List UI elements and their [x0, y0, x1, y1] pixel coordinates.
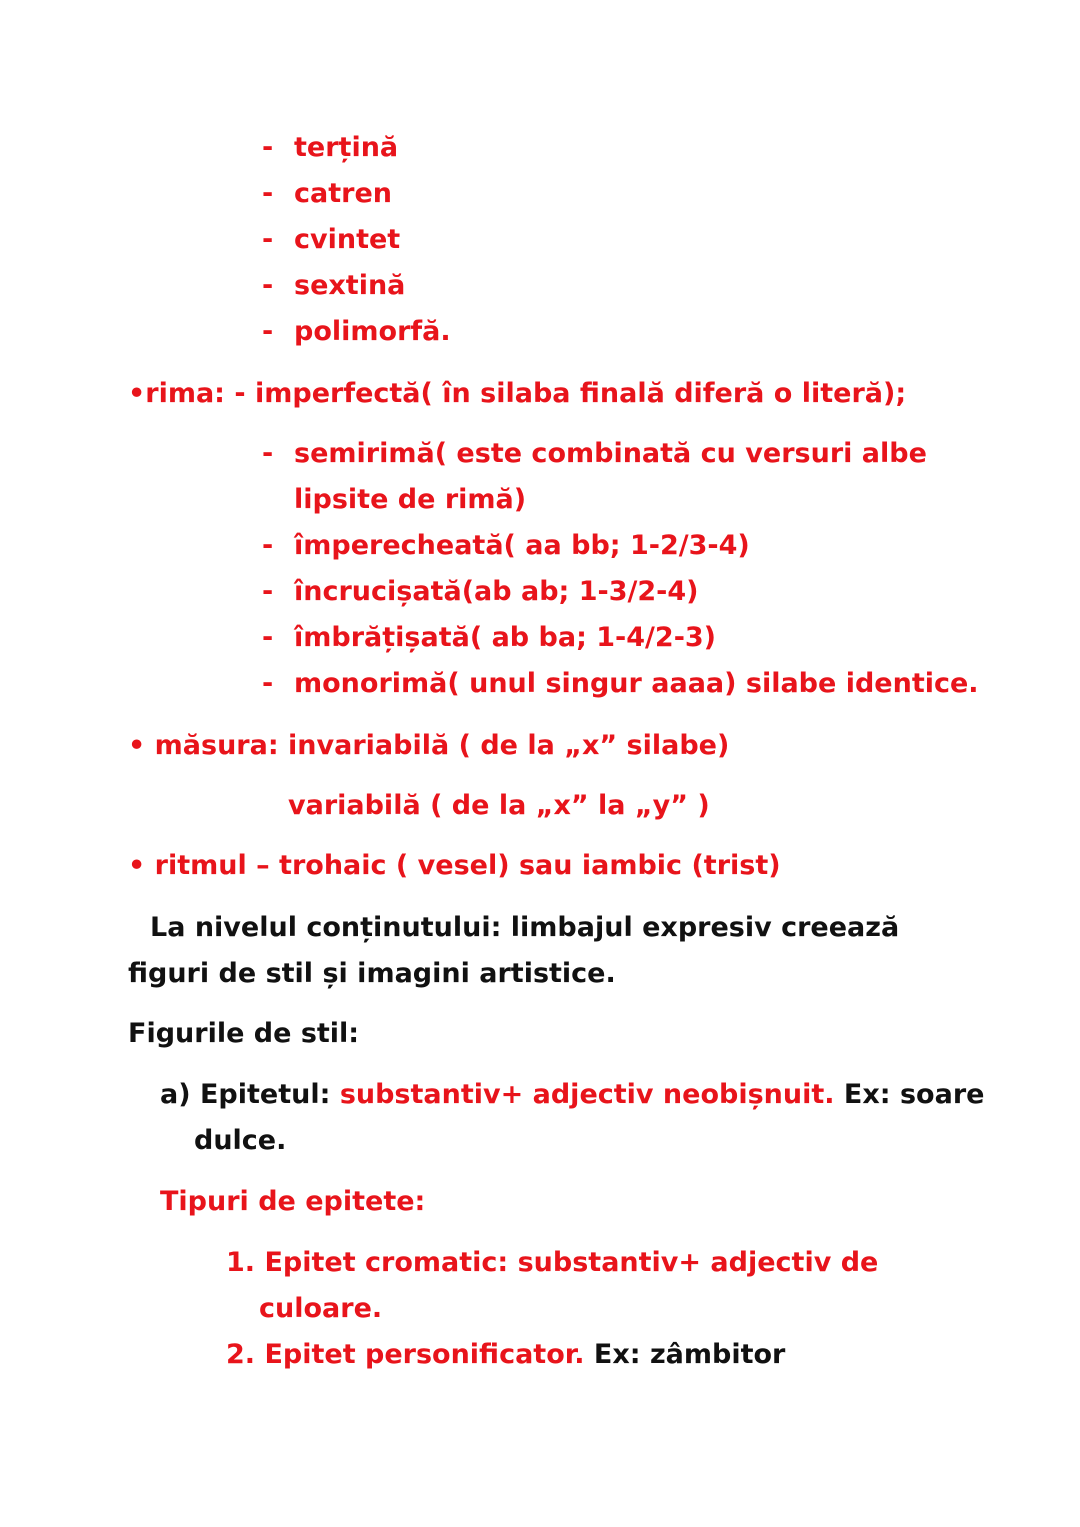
rima-line [128, 377, 906, 411]
masura-variabila: variabilă ( de la „x” la „y” ) [288, 790, 710, 821]
list-item [0, 223, 1080, 257]
list-item [0, 177, 1080, 211]
dash-bullet: - [262, 178, 274, 209]
ritmul-line: • ritmul – trohaic ( vesel) sau iambic (trist) [128, 850, 781, 881]
paragraph-line: La nivelul conținutului: limbajul expresiv creează [150, 912, 900, 943]
item-example: Ex: zâmbitor [593, 1339, 786, 1370]
stanza-type: sextină [294, 270, 406, 301]
epitetul-example-cont: dulce. [194, 1125, 287, 1156]
subsection-heading: Tipuri de epitete: [160, 1186, 426, 1217]
masura-label: • măsura: [128, 730, 279, 761]
epitetul-definition: substantiv+ adjectiv neobișnuit. [339, 1079, 835, 1110]
rima-first: - imperfectă( în silaba finală diferă o literă); [234, 378, 907, 409]
list-marker: a) [160, 1079, 191, 1110]
rima-item: semirimă( este combinată cu versuri albe [294, 438, 927, 469]
list-item [0, 269, 1080, 303]
item-number: 1. [226, 1247, 256, 1278]
list-item [0, 131, 1080, 165]
item-text: Epitet cromatic: substantiv+ adjectiv de [264, 1247, 879, 1278]
paragraph-line: figuri de stil și imagini artistice. [128, 958, 616, 989]
masura-line [128, 729, 729, 763]
dash-bullet: - [262, 316, 274, 347]
dash-bullet: - [262, 576, 274, 607]
rima-item: monorimă( unul singur aaaa) silabe identice. [294, 668, 979, 699]
rima-item: îmbrățișată( ab ba; 1-4/2-3) [294, 622, 717, 653]
epitetul-example: Ex: soare [843, 1079, 985, 1110]
list-item-continuation [0, 483, 1080, 517]
list-item [0, 667, 1080, 701]
masura-invariabila: invariabilă ( de la „x” silabe) [288, 730, 730, 761]
list-item [0, 621, 1080, 655]
dash-bullet: - [262, 132, 274, 163]
list-item [0, 575, 1080, 609]
numbered-item [226, 1338, 785, 1372]
dash-bullet: - [262, 668, 274, 699]
item-text: Epitet personificator. [264, 1339, 585, 1370]
numbered-item-continuation: culoare. [259, 1293, 383, 1324]
list-item [0, 437, 1080, 471]
numbered-item [226, 1246, 878, 1280]
list-item [0, 315, 1080, 349]
stanza-type: polimorfă. [294, 316, 451, 347]
dash-bullet: - [262, 622, 274, 653]
epitetul-line [160, 1078, 984, 1112]
rima-item: încrucișată(ab ab; 1-3/2-4) [294, 576, 699, 607]
dash-bullet: - [262, 530, 274, 561]
dash-bullet: - [262, 270, 274, 301]
stanza-type: cvintet [294, 224, 401, 255]
rima-label: •rima: [128, 378, 225, 409]
stanza-type: catren [294, 178, 392, 209]
epitetul-label: Epitetul: [199, 1079, 331, 1110]
dash-bullet: - [262, 224, 274, 255]
section-heading: Figurile de stil: [128, 1018, 360, 1049]
list-item [0, 529, 1080, 563]
rima-item: lipsite de rimă) [294, 484, 527, 515]
item-number: 2. [226, 1339, 256, 1370]
dash-bullet: - [262, 438, 274, 469]
stanza-type: terțină [294, 132, 399, 163]
rima-item: împerecheată( aa bb; 1-2/3-4) [294, 530, 750, 561]
